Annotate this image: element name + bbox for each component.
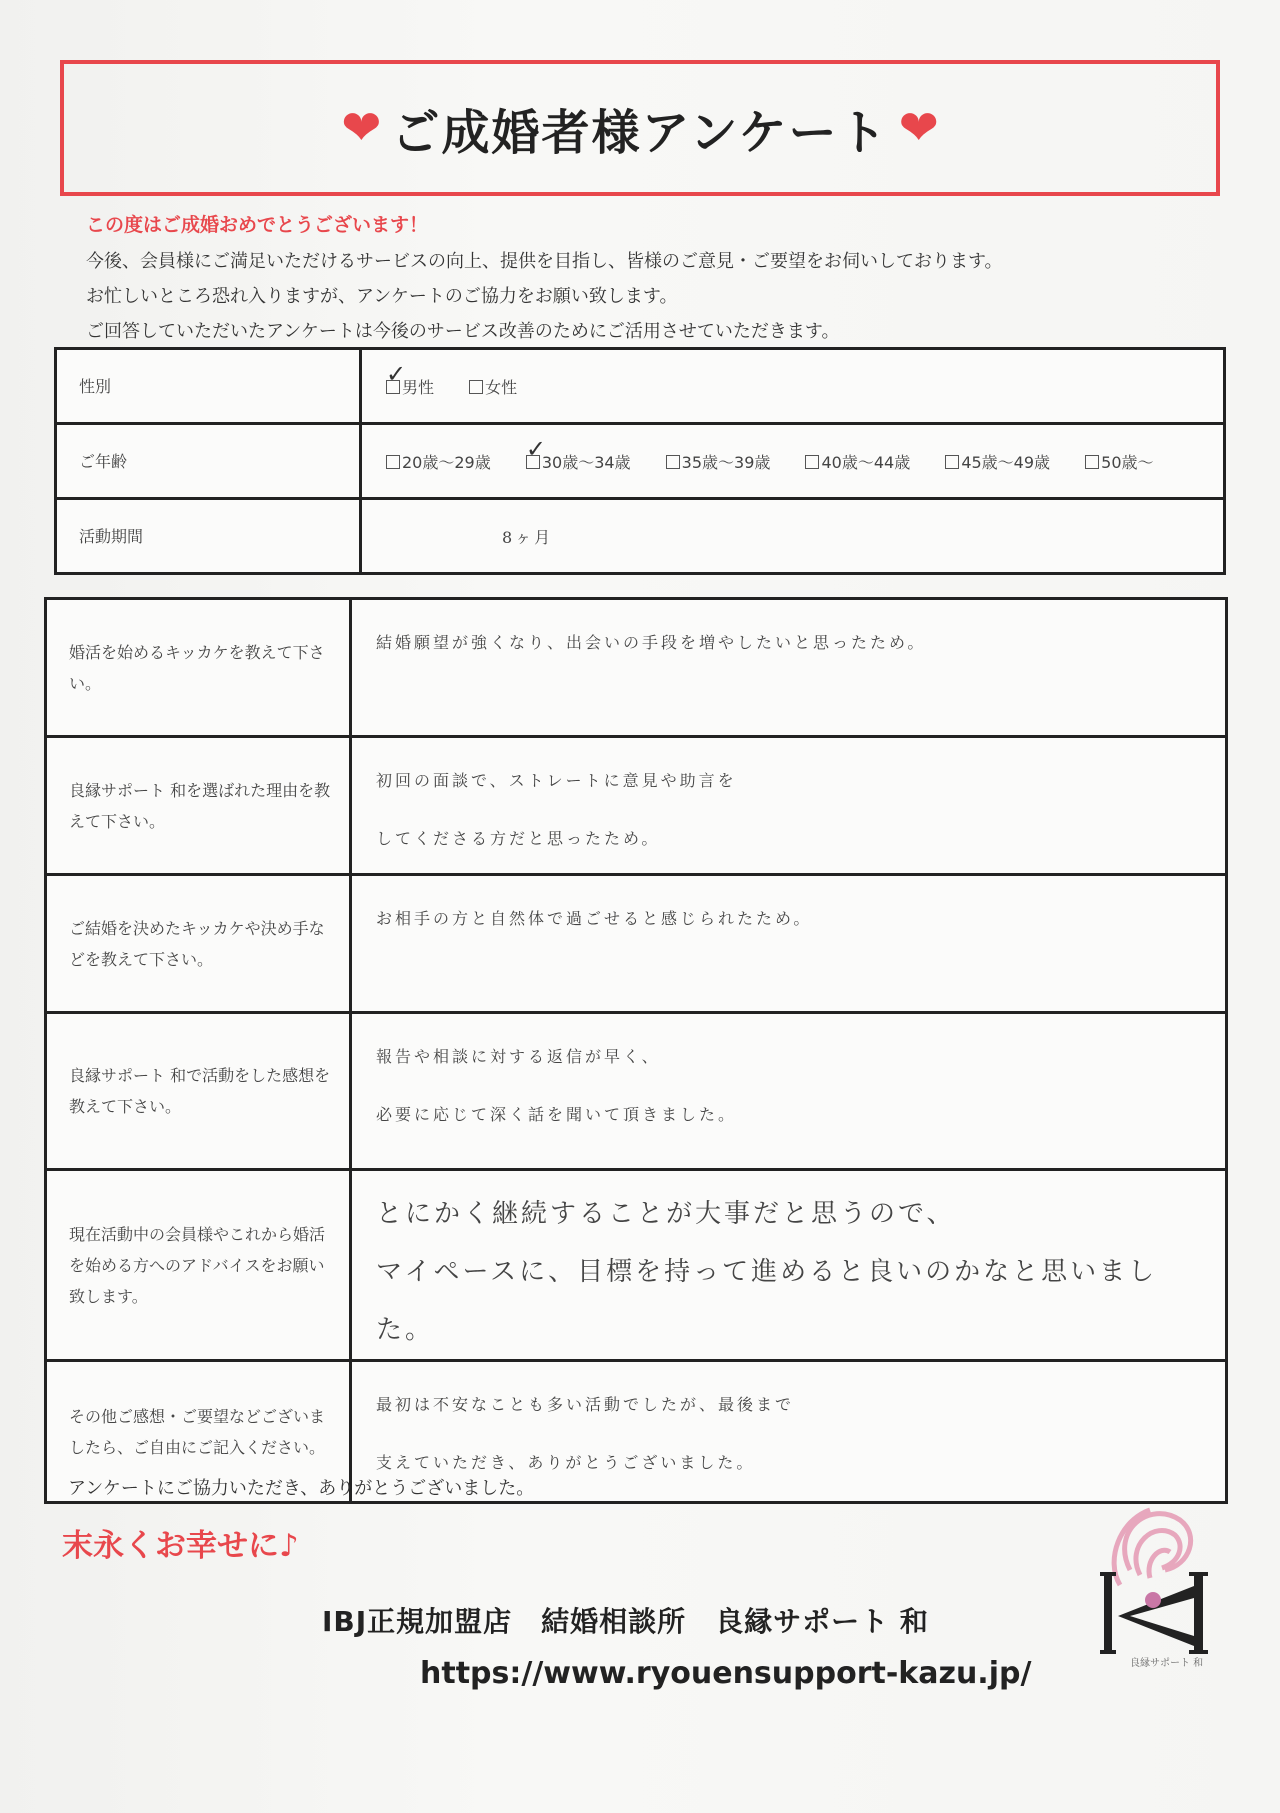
age-option-label: 35歳～39歳 (681, 452, 771, 472)
answer-text[interactable] (351, 737, 1227, 875)
shop-url[interactable]: https://www.ryouensupport-kazu.jp/ (420, 1656, 1032, 1691)
gender-option-female[interactable] (469, 375, 517, 398)
period-row (56, 499, 1225, 574)
age-option[interactable] (805, 450, 910, 473)
intro-line: お忙しいところ恐れ入りますが、アンケートのご協力をお願い致します。 (86, 286, 678, 307)
question-text: 現在活動中の会員様やこれから婚活を始める方へのアドバイスをお願い致します。 (46, 1170, 351, 1361)
answer-line: 支えていただき、ありがとうございました。 (376, 1453, 756, 1472)
logo-text: 良縁サポート 和 (1130, 1658, 1204, 1669)
question-text: その他ご感想・ご要望などございましたら、ご自由にご記入ください。 (46, 1361, 351, 1503)
age-option-label: 40歳～44歳 (821, 452, 911, 472)
checkbox-icon (805, 455, 819, 469)
answer-line: 必要に応じて深く話を聞いて頂きました。 (376, 1105, 738, 1124)
congrats-text: この度はご成婚おめでとうございます！ (86, 214, 429, 236)
check-mark-icon: ✓ (386, 359, 407, 388)
intro-line: 今後、会員様にご満足いただけるサービスの向上、提供を目指し、皆様のご意見・ご要望をお伺いしております。 (86, 251, 1003, 272)
kazu-logo-icon (1090, 1490, 1230, 1670)
title-box (60, 60, 1220, 196)
question-text: ご結婚を決めたキッカケや決め手などを教えて下さい。 (46, 875, 351, 1013)
gender-option-male[interactable] (386, 359, 435, 398)
gender-option-label: 女性 (485, 377, 518, 397)
answer-text[interactable] (351, 1013, 1227, 1170)
age-option[interactable] (386, 450, 491, 473)
age-option[interactable] (525, 434, 631, 473)
age-option-label: 30歳～34歳 (541, 452, 631, 472)
wish-text: 末永くお幸せに♪ (62, 1528, 299, 1564)
thanks-text: アンケートにご協力いただき、ありがとうございました。 (68, 1478, 535, 1499)
gender-option-label: 男性 (402, 377, 435, 397)
gender-row (56, 349, 1225, 424)
answer-line: 初回の面談で、ストレートに意見や助言を (376, 771, 737, 790)
question-row (46, 1170, 1227, 1361)
age-option[interactable] (666, 450, 771, 473)
answer-line: してくださる方だと思ったため。 (376, 829, 661, 848)
profile-table (54, 347, 1226, 575)
heart-icon: ❤ (898, 100, 939, 156)
answer-line: マイペースに、目標を持って進めると良いのかなと思いました。 (376, 1257, 1158, 1345)
gender-label: 性別 (56, 349, 361, 424)
age-option[interactable] (1085, 450, 1153, 473)
age-options (361, 424, 1225, 499)
age-option-label: 20歳～29歳 (402, 452, 491, 472)
question-row (46, 875, 1227, 1013)
question-row (46, 599, 1227, 737)
intro-line: ご回答していただいたアンケートは今後のサービス改善のためにご活用させていただきます。 (86, 321, 840, 342)
checkbox-icon (1085, 455, 1099, 469)
heart-icon: ❤ (341, 100, 382, 156)
question-text: 良縁サポート 和で活動をした感想を教えて下さい。 (46, 1013, 351, 1170)
checkbox-icon (945, 455, 959, 469)
question-row (46, 737, 1227, 875)
answer-text[interactable] (351, 599, 1227, 737)
answer-text[interactable] (351, 875, 1227, 1013)
answer-line: 結婚願望が強くなり、出会いの手段を増やしたいと思ったため。 (376, 633, 927, 652)
question-text: 婚活を始めるキッカケを教えて下さい。 (46, 599, 351, 737)
page-title: ご成婚者様アンケート (391, 104, 889, 161)
age-row (56, 424, 1225, 499)
age-option-label: 45歳～49歳 (961, 452, 1051, 472)
shop-name: IBJ正規加盟店 結婚相談所 良縁サポート 和 (322, 1605, 929, 1638)
period-label: 活動期間 (56, 499, 361, 574)
age-option[interactable] (945, 450, 1050, 473)
age-label: ご年齢 (56, 424, 361, 499)
answer-line: とにかく継続することが大事だと思うので、 (376, 1199, 956, 1229)
checkbox-icon (469, 380, 483, 394)
check-mark-icon: ✓ (525, 434, 546, 463)
answer-line: 最初は不安なことも多い活動でしたが、最後まで (376, 1395, 795, 1414)
questions-table (44, 597, 1228, 1504)
answer-line: お相手の方と自然体で過ごせると感じられたため。 (376, 909, 813, 928)
age-option-label: 50歳～ (1101, 452, 1154, 472)
answer-text[interactable] (351, 1170, 1227, 1361)
checkbox-icon (666, 455, 680, 469)
answer-line: 報告や相談に対する返信が早く、 (376, 1047, 661, 1066)
checkbox-icon (386, 455, 400, 469)
question-row (46, 1013, 1227, 1170)
question-text: 良縁サポート 和を選ばれた理由を教えて下さい。 (46, 737, 351, 875)
intro-text (86, 244, 1003, 349)
period-answer[interactable]: 8ヶ月 (361, 499, 1225, 574)
gender-options (361, 349, 1225, 424)
